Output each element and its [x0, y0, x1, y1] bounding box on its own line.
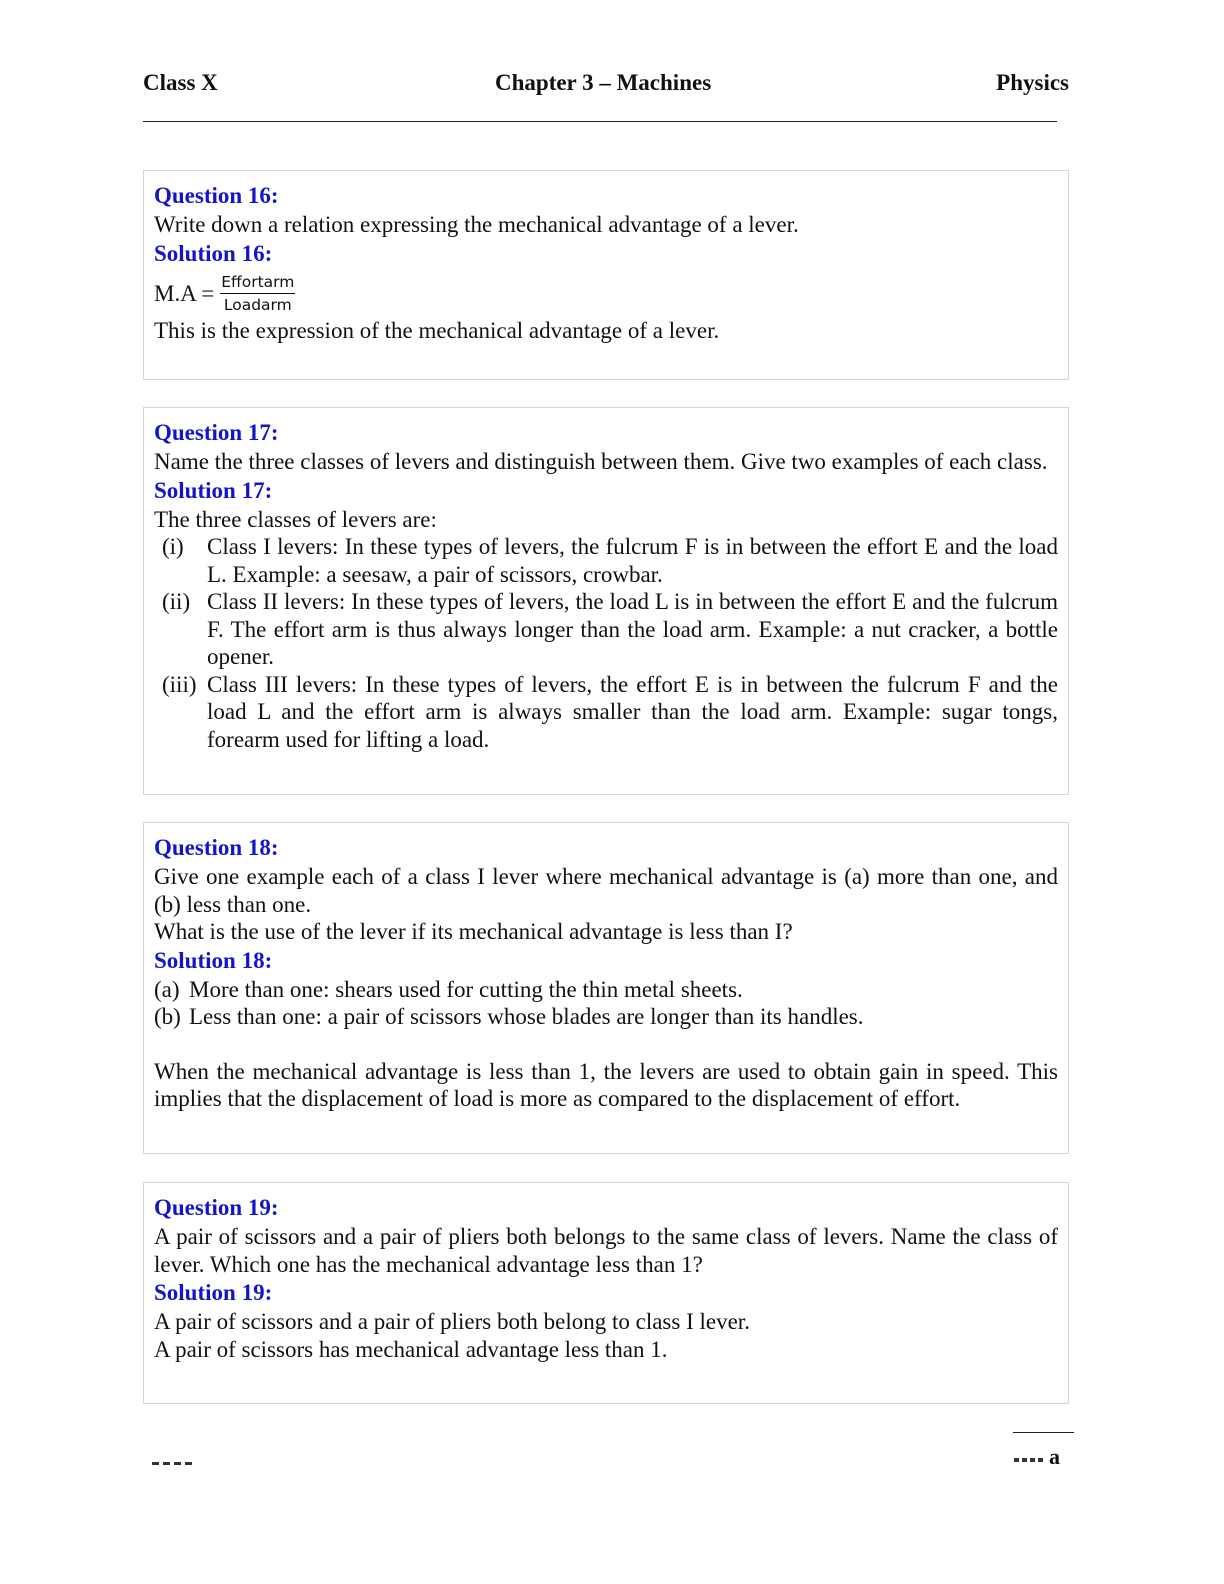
list-item-text: Class II levers: In these types of levers, the load L is in between the effort E and the fulcrum F. The effort arm is thus always longer than the load arm. Example: a nut cracker, a bottle opener.	[207, 589, 1058, 669]
question-19-label: Question 19:	[154, 1195, 279, 1220]
list-item	[154, 1003, 1058, 1031]
question-17-text: Name the three classes of levers and distinguish between them. Give two examples of each class.	[154, 449, 1048, 474]
page-header	[143, 70, 1069, 102]
question-17-label: Question 17:	[154, 420, 279, 445]
question-18-text-2: What is the use of the lever if its mechanical advantage is less than I?	[154, 919, 793, 944]
formula-lhs: M.A =	[154, 280, 215, 306]
solution-18-label: Solution 18:	[154, 947, 273, 973]
solution-19-label: Solution 19:	[154, 1280, 273, 1305]
list-item	[154, 976, 1058, 1004]
solution-17-intro: The three classes of levers are:	[154, 506, 437, 532]
lever-classes-list	[154, 533, 1058, 753]
list-marker: (iii)	[162, 671, 197, 697]
list-marker: (ii)	[162, 589, 191, 614]
solution-19-line-1: A pair of scissors and a pair of pliers both belong to class I lever.	[154, 1309, 750, 1334]
solution-17-label: Solution 17:	[154, 477, 273, 503]
list-item	[154, 533, 1058, 588]
footer-left-fragment	[152, 1462, 200, 1466]
footer-right-fragment	[1000, 1446, 1060, 1468]
list-marker: (a)	[154, 976, 180, 1002]
footer-right-letter: a	[1049, 1446, 1060, 1468]
question-18-text-1: Give one example each of a class I lever where mechanical advantage is (a) more than one, and (b) less than one.	[154, 864, 1058, 917]
question-18-box	[143, 822, 1069, 1154]
list-item-text: More than one: shears used for cutting the thin metal sheets.	[189, 976, 743, 1002]
list-marker: (i)	[162, 534, 184, 559]
header-subject: Physics	[996, 70, 1069, 95]
header-class: Class X	[143, 70, 218, 95]
formula-denominator: Loadarm	[223, 296, 292, 314]
mechanical-advantage-formula	[154, 271, 1058, 317]
list-marker: (b)	[154, 1004, 181, 1029]
solution-18-text: When the mechanical advantage is less than 1, the levers are used to obtain gain in speed. This implies that the displacement of load is more as compared to the displacement of effort.	[154, 1058, 1058, 1111]
footer-rule	[1013, 1432, 1074, 1433]
header-chapter: Chapter 3 – Machines	[495, 70, 712, 95]
list-item-text: Class I levers: In these types of levers, the fulcrum F is in between the effort E and the load L. Example: a seesaw, a pair of scissors, crowbar.	[207, 534, 1058, 587]
header-rule	[143, 121, 1057, 122]
list-item-text: Class III levers: In these types of levers, the effort E is in between the fulcrum F and the load L and the effort arm is always smaller than the load arm. Example: sugar tongs, forearm used for lifting a load.	[207, 671, 1058, 752]
solution-16-label: Solution 16:	[154, 240, 273, 266]
question-16-box	[143, 170, 1069, 380]
question-16-text: Write down a relation expressing the mechanical advantage of a lever.	[154, 212, 799, 237]
question-18-label: Question 18:	[154, 835, 279, 860]
question-16-label: Question 16:	[154, 183, 279, 208]
solution-19-line-2: A pair of scissors has mechanical advantage less than 1.	[154, 1336, 668, 1362]
formula-fraction	[220, 272, 295, 315]
solution-16-text: This is the expression of the mechanical advantage of a lever.	[154, 317, 720, 343]
list-item	[154, 588, 1058, 671]
list-item	[154, 671, 1058, 754]
mechanical-advantage-examples	[154, 976, 1058, 1031]
formula-numerator: Effortarm	[220, 272, 295, 294]
question-19-box	[143, 1182, 1069, 1404]
list-item-text: Less than one: a pair of scissors whose blades are longer than its handles.	[189, 1004, 864, 1029]
question-19-text: A pair of scissors and a pair of pliers both belongs to the same class of levers. Name the class of lever. Which one has the mechanical advantage less than 1?	[154, 1224, 1058, 1277]
question-17-box	[143, 407, 1069, 795]
